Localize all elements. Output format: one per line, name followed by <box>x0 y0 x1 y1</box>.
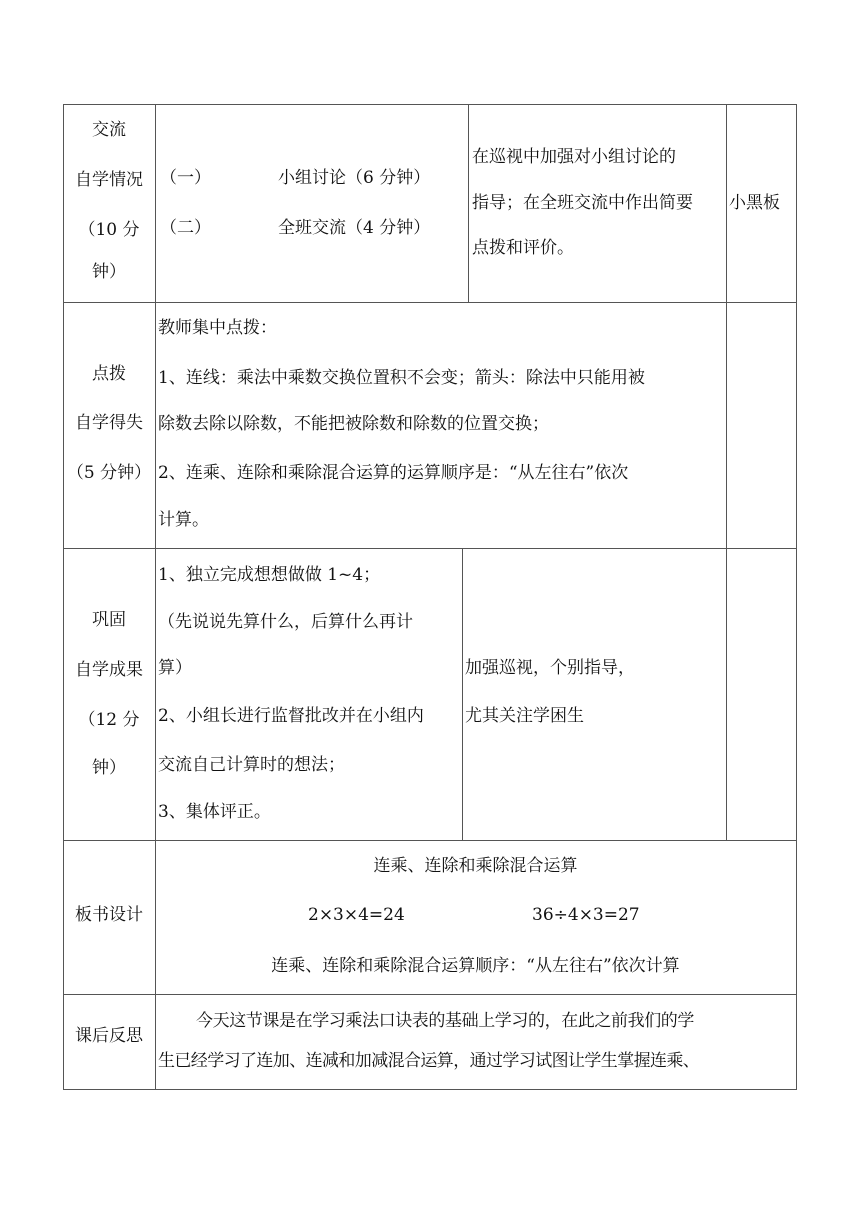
exchange-item1-text: 小组讨论（6 分钟） <box>278 168 431 188</box>
guidance-line-2: 1、连线：乘法中乘数交换位置积不会变；箭头：除法中只能用被 <box>158 368 645 388</box>
consolidate-label-4: 钟） <box>92 758 126 778</box>
exchange-label-4: 钟） <box>92 262 126 282</box>
exchange-label-2: 自学情况 <box>75 170 143 190</box>
consolidate-label-1: 巩固 <box>92 610 126 630</box>
guidance-label-2: 自学得失 <box>75 413 143 433</box>
border-row3 <box>63 840 797 841</box>
consolidate-line-6: 3、集体评正。 <box>158 802 271 822</box>
board-title: 连乘、连除和乘除混合运算 <box>373 856 578 876</box>
exchange-teacher-2: 指导；在全班交流中作出简要 <box>472 193 693 213</box>
border-right <box>796 104 797 1090</box>
border-top <box>63 104 797 105</box>
guidance-label-3: （5 分钟） <box>66 463 152 483</box>
border-tool-col <box>726 104 727 840</box>
exchange-tool: 小黑板 <box>729 193 780 213</box>
reflection-label: 课后反思 <box>75 1026 143 1046</box>
board-label: 板书设计 <box>75 905 143 925</box>
board-example-2: 36÷4×3=27 <box>532 905 640 925</box>
exchange-teacher-3: 点拨和评价。 <box>472 238 574 258</box>
guidance-line-3: 除数去除以除数，不能把被除数和除数的位置交换； <box>158 414 549 434</box>
border-label-col <box>155 104 156 1090</box>
border-teacher-col-row3 <box>462 548 463 840</box>
board-example-1: 2×3×4=24 <box>308 905 405 925</box>
consolidate-label-2: 自学成果 <box>75 660 143 680</box>
consolidate-line-2: （先说说先算什么，后算什么再计 <box>158 612 413 632</box>
exchange-item1-num: （一） <box>160 168 211 188</box>
border-row4 <box>63 994 797 995</box>
exchange-item2-num: （二） <box>160 218 211 238</box>
exchange-item2-text: 全班交流（4 分钟） <box>278 218 431 238</box>
exchange-teacher-1: 在巡视中加强对小组讨论的 <box>472 147 676 167</box>
guidance-line-1: 教师集中点拨： <box>158 318 277 338</box>
consolidate-line-1: 1、独立完成想想做做 1~4； <box>158 565 381 585</box>
exchange-label-3: （10 分 <box>78 220 140 240</box>
border-row2 <box>63 548 797 549</box>
guidance-line-4: 2、连乘、连除和乘除混合运算的运算顺序是：“从左往右”依次 <box>158 463 629 483</box>
guidance-label-1: 点拨 <box>92 364 126 384</box>
guidance-line-5: 计算。 <box>158 510 209 530</box>
consolidate-line-3: 算） <box>158 658 192 678</box>
exchange-label-1: 交流 <box>92 120 126 140</box>
consolidate-line-4: 2、小组长进行监督批改并在小组内 <box>158 706 424 726</box>
lesson-plan-table <box>63 104 797 1090</box>
border-bottom <box>63 1089 797 1090</box>
border-teacher-col-row1 <box>468 104 469 302</box>
consolidate-line-5: 交流自己计算时的想法； <box>158 755 345 775</box>
consolidate-teacher-1: 加强巡视，个别指导， <box>465 658 635 678</box>
consolidate-teacher-2: 尤其关注学困生 <box>465 706 584 726</box>
consolidate-label-3: （12 分 <box>78 710 140 730</box>
border-row1 <box>63 302 797 303</box>
border-left <box>63 104 64 1090</box>
board-order: 连乘、连除和乘除混合运算顺序：“从左往右”依次计算 <box>271 956 680 976</box>
reflection-line-1: 今天这节课是在学习乘法口诀表的基础上学习的，在此之前我们的学 <box>196 1011 694 1031</box>
reflection-line-2: 生已经学习了连加、连减和加减混合运算，通过学习试图让学生掌握连乘、 <box>158 1051 700 1071</box>
